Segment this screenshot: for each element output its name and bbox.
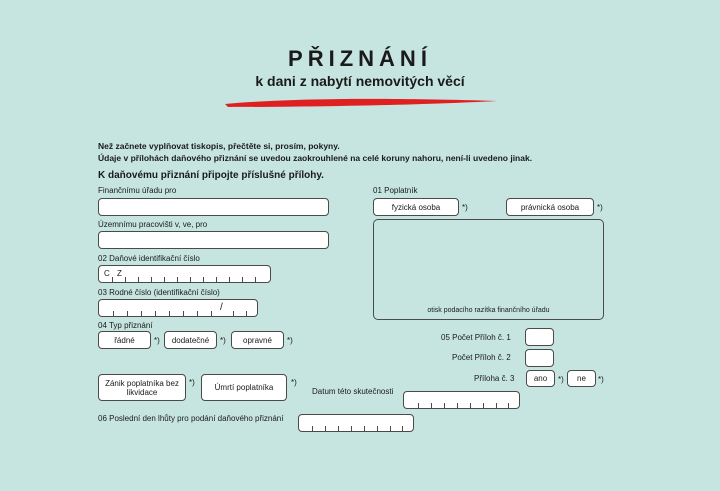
asterisk-note: *) [220,336,226,345]
attachment-3-yes-button[interactable]: ano [526,370,555,387]
birth-number-slash: / [220,302,223,313]
deadline-date-cell-ticks [299,425,413,431]
natural-person-button[interactable]: fyzická osoba [373,198,459,216]
attachment-3-label: Příloha č. 3 [474,374,515,383]
tick [177,277,178,282]
asterisk-note: *) [462,203,468,212]
tick [377,426,378,431]
tick [127,311,128,316]
asterisk-note: *) [287,336,293,345]
tick [431,403,432,408]
brush-stroke-path [225,99,497,107]
tick [211,311,212,316]
attachments-count-2-field[interactable] [525,349,554,367]
tick [364,426,365,431]
tick [125,277,126,282]
birth-number-field[interactable] [98,299,258,317]
attachments-count-1-field[interactable] [525,328,554,346]
tick [390,426,391,431]
tick [325,426,326,431]
tick [216,277,217,282]
termination-no-liquidation-button[interactable]: Zánik poplatníka bez likvidace [98,374,186,401]
attachments-note: K daňovému přiznání připojte příslušné přílohy. [98,170,324,181]
type-supplementary-button[interactable]: dodatečné [164,331,217,349]
tick [113,311,114,316]
stamp-caption: otisk podacího razítka finančního úřadu [427,307,550,314]
tick [233,311,234,316]
form-title: PŘIZNÁNÍ [288,46,432,71]
asterisk-note: *) [597,203,603,212]
type-corrective-button[interactable]: opravné [231,331,284,349]
instruction-line-2: Údaje v přílohách daňového přiznání se uvedou zaokrouhlené na celé koruny nahoru, není-li uvedeno jinak. [98,153,533,163]
dic-label: 02 Daňové identifikační číslo [98,254,200,263]
taxpayer-death-button[interactable]: Úmrtí poplatníka [201,374,287,401]
tax-office-field[interactable] [98,198,329,216]
tick [183,311,184,316]
deadline-label: 06 Poslední den lhůty pro podání daňového přiznání [98,414,284,423]
event-date-field[interactable] [403,391,520,409]
attachments-count-2-label: Počet Příloh č. 2 [452,353,511,362]
tick [402,426,403,431]
tick [444,403,445,408]
attachment-3-no-button[interactable]: ne [567,370,596,387]
instruction-line-1: Než začnete vyplňovat tiskopis, přečtěte si, prosím, pokyny. [98,141,340,151]
tick [112,277,113,282]
birth-number-cell-ticks [99,310,257,316]
tick [255,277,256,282]
asterisk-note: *) [291,378,297,387]
tick [483,403,484,408]
tick [338,426,339,431]
tick [351,426,352,431]
dic-field[interactable] [98,265,271,283]
tick [242,277,243,282]
tick [496,403,497,408]
tick [155,311,156,316]
tick [138,277,139,282]
tick [457,403,458,408]
tick [164,277,165,282]
type-regular-button[interactable]: řádné [98,331,151,349]
tick [141,311,142,316]
office-stamp-area [373,219,604,320]
event-date-label: Datum této skutečnosti [312,387,394,396]
tax-office-label: Finančnímu úřadu pro [98,186,177,195]
tick [190,277,191,282]
asterisk-note: *) [189,378,195,387]
tick [508,403,509,408]
deadline-date-field[interactable] [298,414,414,432]
attachments-count-1-label: 05 Počet Příloh č. 1 [441,333,511,342]
tick [246,311,247,316]
filing-type-label: 04 Typ přiznání [98,321,153,330]
tick [418,403,419,408]
workplace-label: Územnímu pracovišti v, ve, pro [98,220,208,229]
dic-prefix-z: Z [117,269,122,278]
asterisk-note: *) [154,336,160,345]
tick [169,311,170,316]
tick [203,277,204,282]
asterisk-note: *) [558,375,564,384]
asterisk-note: *) [598,375,604,384]
red-brush-stroke [222,96,500,110]
dic-cell-ticks [99,276,270,282]
dic-prefix-c: C [104,269,110,278]
workplace-field[interactable] [98,231,329,249]
tick [197,311,198,316]
event-date-cell-ticks [404,402,519,408]
form-subtitle: k dani z nabytí nemovitých věcí [255,73,465,89]
tick [229,277,230,282]
legal-person-button[interactable]: právnická osoba [506,198,594,216]
birth-number-label: 03 Rodné číslo (identifikační číslo) [98,288,220,297]
tick [151,277,152,282]
taxpayer-label: 01 Poplatník [373,186,418,195]
tick [470,403,471,408]
tick [312,426,313,431]
